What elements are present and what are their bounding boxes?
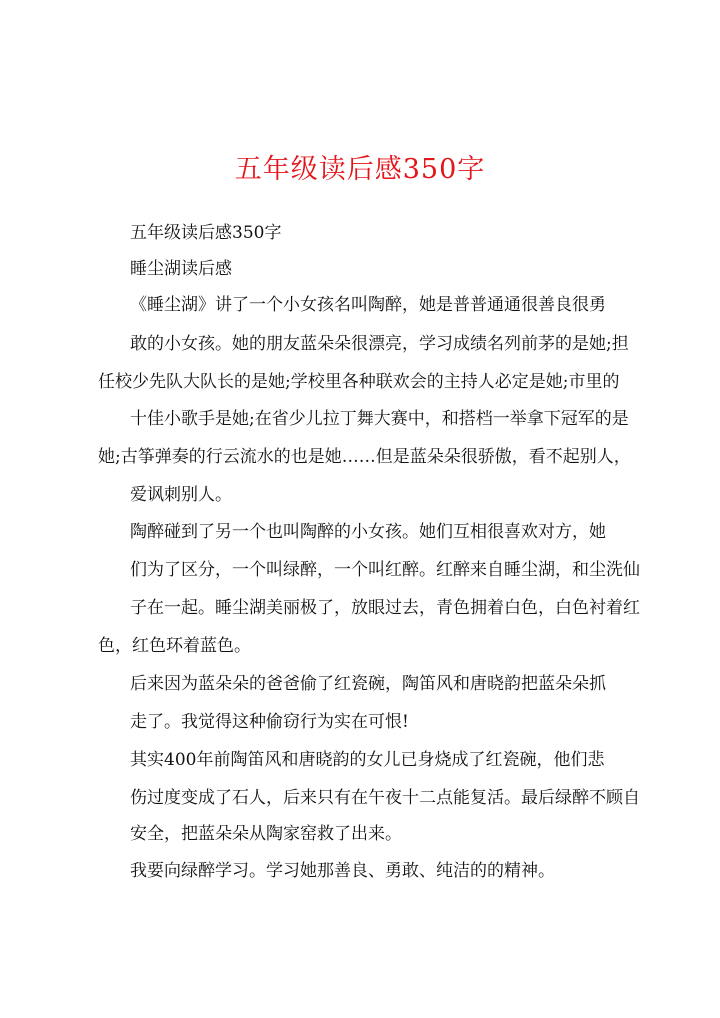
text-line: 安全，把蓝朵朵从陶家窑救了出来。 [130, 824, 402, 844]
text-line: 子在一起。睡尘湖美丽极了，放眼过去，青色拥着白色，白色衬着红 [130, 598, 640, 618]
text-line-subtitle: 五年级读后感350字 [130, 223, 282, 243]
text-line: 敢的小女孩。她的朋友蓝朵朵很漂亮，学习成绩名列前茅的是她;担 [130, 334, 629, 354]
text-line-book-title: 睡尘湖读后感 [130, 259, 232, 279]
text-line: 我要向绿醉学习。学习她那善良、勇敢、纯洁的的精神。 [130, 861, 555, 881]
text-line: 走了。我觉得这种偷窃行为实在可恨! [130, 712, 409, 732]
text-line: 她;古筝弹奏的行云流水的也是她……但是蓝朵朵很骄傲，看不起别人， [98, 447, 631, 467]
text-line: 爱讽刺别人。 [130, 485, 232, 505]
text-line: 任校少先队大队长的是她;学校里各种联欢会的主持人必定是她;市里的 [98, 372, 620, 392]
document-title: 五年级读后感350字 [234, 154, 486, 185]
text-line: 陶醉碰到了另一个也叫陶醉的小女孩。她们互相很喜欢对方，她 [130, 522, 606, 542]
text-line: 其实400年前陶笛风和唐晓韵的女儿已身烧成了红瓷碗，他们悲 [130, 750, 605, 770]
text-line: 十佳小歌手是她;在省少儿拉丁舞大赛中，和搭档一举拿下冠军的是 [130, 409, 629, 429]
text-line: 后来因为蓝朵朵的爸爸偷了红瓷碗，陶笛风和唐晓韵把蓝朵朵抓 [130, 674, 606, 694]
text-line: 们为了区分，一个叫绿醉，一个叫红醉。红醉来自睡尘湖，和尘洗仙 [130, 560, 640, 580]
text-line: 色，红色环着蓝色。 [98, 636, 251, 656]
text-line: 《睡尘湖》讲了一个小女孩名叫陶醉，她是普普通通很善良很勇 [130, 295, 606, 315]
text-line: 伤过度变成了石人，后来只有在午夜十二点能复活。最后绿醉不顾自 [130, 788, 640, 808]
